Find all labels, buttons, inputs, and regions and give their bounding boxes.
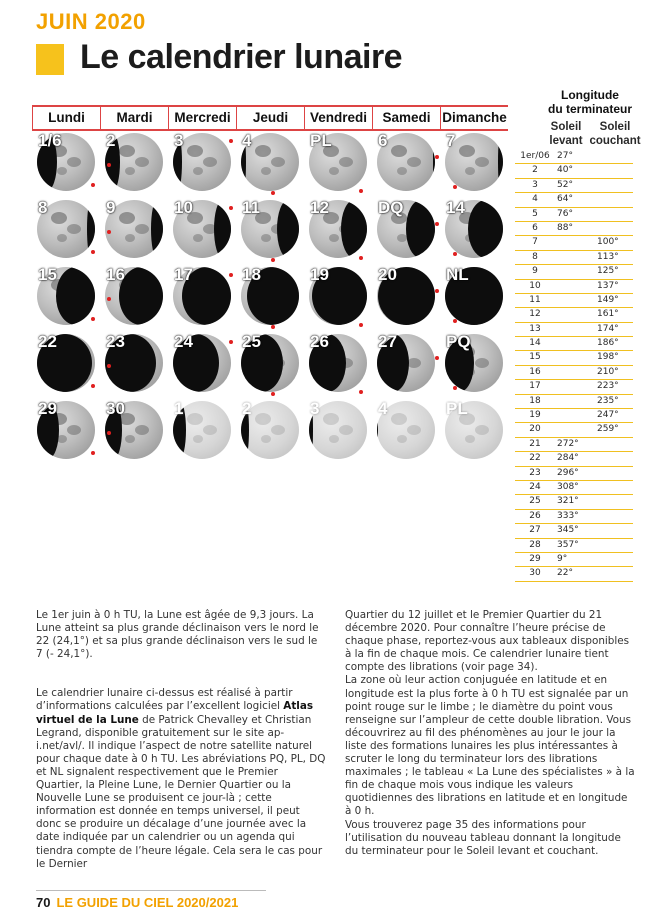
terminator-date: 9	[532, 266, 538, 277]
longitude-couchant: 174°	[597, 323, 619, 334]
longitude-levant: 284°	[557, 453, 579, 464]
weekday-label: Dimanche	[442, 110, 507, 125]
moon-day-cell	[440, 131, 508, 198]
longitude-couchant: 186°	[597, 338, 619, 349]
longitude-couchant: 149°	[597, 294, 619, 305]
moon-day-cell	[100, 198, 168, 265]
terminator-date: 1er/06	[520, 151, 550, 161]
moon-day-cell	[440, 265, 508, 332]
moon-day-label: PL	[446, 399, 468, 418]
weekday-header-row	[32, 107, 508, 129]
moon-day-cell	[100, 131, 168, 198]
libration-dot	[91, 317, 95, 321]
terminator-row	[515, 409, 633, 423]
paragraph-phase-times: Quartier du 12 juillet et le Premier Quartier du 21 décembre 2020. Pour connaître l’heure précise de chaque phase, reportez-vous aux tableaux disponibles à la fin de chaque mois. Ce calendrier lunaire tient compte des librations (voir page 34).	[345, 609, 630, 674]
libration-dot	[359, 189, 363, 193]
column-header-couchant: Soleil couchant	[589, 121, 641, 147]
terminator-row	[515, 323, 633, 337]
terminator-row	[515, 150, 633, 164]
moon-day-label: 27	[378, 332, 397, 351]
moon-day-label: 4	[242, 131, 252, 150]
terminator-row	[515, 366, 633, 380]
moon-day-label: 1	[174, 399, 184, 418]
moon-shadow	[406, 200, 435, 258]
moon-day-cell	[100, 265, 168, 332]
libration-dot	[453, 386, 457, 390]
terminator-row	[515, 567, 633, 581]
moon-day-label: DQ	[378, 198, 404, 217]
longitude-couchant: 125°	[597, 266, 619, 277]
terminator-date: 14	[529, 338, 541, 349]
longitude-couchant: 100°	[597, 237, 619, 248]
moon-day-label: 8	[38, 198, 48, 217]
libration-dot	[453, 252, 457, 256]
moon-day-label: 3	[174, 131, 184, 150]
terminator-date: 26	[529, 510, 541, 521]
moon-day-label: PL	[310, 131, 332, 150]
terminator-row	[515, 380, 633, 394]
terminator-row	[515, 423, 633, 437]
libration-dot	[453, 319, 457, 323]
longitude-couchant: 235°	[597, 395, 619, 406]
terminator-row	[515, 222, 633, 236]
moon-day-label: 2	[242, 399, 252, 418]
terminator-title-line1: Longitude	[561, 88, 619, 102]
terminator-row	[515, 553, 633, 567]
longitude-levant: 272°	[557, 438, 579, 449]
terminator-row	[515, 193, 633, 207]
moon-day-cell	[168, 399, 236, 466]
moon-day-label: 26	[310, 332, 329, 351]
moon-shadow	[341, 200, 367, 258]
moon-day-cell	[304, 332, 372, 399]
longitude-levant: 357°	[557, 539, 579, 550]
terminator-date: 8	[532, 251, 538, 262]
moon-shadow	[119, 267, 163, 325]
moon-day-cell	[32, 399, 100, 466]
terminator-date: 20	[529, 424, 541, 435]
moon-day-cell	[372, 399, 440, 466]
moon-day-cell	[304, 265, 372, 332]
terminator-title-line2: du terminateur	[547, 102, 632, 116]
longitude-levant: 40°	[557, 165, 573, 176]
page-footer	[36, 895, 238, 910]
software-name: Atlas virtuel de la Lune	[36, 700, 314, 726]
libration-dot	[435, 155, 439, 159]
terminator-row	[515, 251, 633, 265]
moon-day-cell	[32, 131, 100, 198]
moon-day-label: 14	[446, 198, 465, 217]
terminator-date: 18	[529, 395, 541, 406]
terminator-date: 11	[529, 294, 541, 305]
libration-dot	[359, 323, 363, 327]
moon-day-label: 18	[242, 265, 261, 284]
terminator-longitude-table	[515, 150, 633, 582]
libration-dot	[107, 230, 111, 234]
publication-name: LE GUIDE DU CIEL 2020/2021	[56, 895, 239, 910]
terminator-date: 10	[529, 280, 541, 291]
weekday-label: Jeudi	[237, 107, 305, 129]
moon-day-label: 16	[106, 265, 125, 284]
moon-day-label: 23	[106, 332, 125, 351]
moon-day-cell	[372, 265, 440, 332]
moon-shadow	[151, 200, 163, 258]
moon-day-label: 29	[38, 399, 57, 418]
terminator-row	[515, 164, 633, 178]
terminator-date: 4	[532, 194, 538, 205]
terminator-date: 7	[532, 237, 538, 248]
moon-day-cell	[304, 198, 372, 265]
moon-day-cell	[168, 265, 236, 332]
paragraph-calendar-source	[36, 687, 326, 870]
libration-dot	[107, 364, 111, 368]
longitude-levant: 76°	[557, 208, 573, 219]
libration-dot	[271, 258, 275, 262]
longitude-couchant: 198°	[597, 352, 619, 363]
page-number: 70	[36, 895, 51, 910]
moon-day-cell	[236, 399, 304, 466]
terminator-row	[515, 179, 633, 193]
moon-day-cell	[372, 131, 440, 198]
moon-day-cell	[372, 332, 440, 399]
libration-dot	[271, 325, 275, 329]
moon-day-cell	[168, 131, 236, 198]
libration-dot	[107, 163, 111, 167]
longitude-levant: 64°	[557, 194, 573, 205]
longitude-couchant: 210°	[597, 366, 619, 377]
moon-day-label: 2	[106, 131, 116, 150]
terminator-date: 6	[532, 222, 538, 233]
longitude-couchant: 161°	[597, 309, 619, 320]
libration-dot	[435, 356, 439, 360]
libration-dot	[271, 392, 275, 396]
libration-dot	[435, 289, 439, 293]
terminator-row	[515, 236, 633, 250]
longitude-levant: 345°	[557, 525, 579, 536]
libration-dot	[91, 384, 95, 388]
libration-dot	[91, 250, 95, 254]
moon-day-label: 15	[38, 265, 57, 284]
moon-shadow	[56, 267, 95, 325]
moon-day-cell	[304, 131, 372, 198]
moon-shadow	[277, 200, 299, 258]
terminator-table-title	[520, 88, 660, 116]
terminator-row	[515, 481, 633, 495]
moon-day-cell	[32, 265, 100, 332]
terminator-row	[515, 510, 633, 524]
moon-day-label: PQ	[446, 332, 471, 351]
moon-day-label: 9	[106, 198, 116, 217]
terminator-row	[515, 308, 633, 322]
month-heading: JUIN 2020	[36, 9, 146, 34]
libration-dot	[453, 185, 457, 189]
terminator-date: 21	[529, 438, 541, 449]
paragraph-text: de Patrick Chevalley et Christian Legrand, disponible gratuitement sur le site ap-i.net/avl/. Il indique l’aspect de notre satellite naturel pour chaque date à 0 h TU. Les abréviations PQ, PL, DQ et NL signalent respectivement que le Premier Quartier, la Pleine Lune, le Dernier Quartier ou la Nouvelle Lune se produisent ce jour-là ; cette information est donnée en temps universel, il peut donc se produire un décalage d’une journée avec la date indiquée par un calendrier ou un agenda qui tiendra compte de l’heure légale. Cela sera le cas pour le Dernier	[36, 713, 326, 870]
moon-day-cell	[304, 399, 372, 466]
terminator-date: 17	[529, 381, 541, 392]
terminator-date: 13	[529, 323, 541, 334]
libration-dot	[359, 256, 363, 260]
moon-day-cell	[168, 332, 236, 399]
terminator-date: 27	[529, 525, 541, 536]
terminator-row	[515, 539, 633, 553]
moon-day-cell	[236, 131, 304, 198]
libration-dot	[229, 206, 233, 210]
terminator-date: 24	[529, 481, 541, 492]
moon-shadow	[433, 133, 435, 191]
libration-dot	[91, 183, 95, 187]
libration-dot	[435, 222, 439, 226]
moon-day-cell	[440, 332, 508, 399]
weekday-label: Mercredi	[169, 107, 237, 129]
moon-day-cell	[372, 198, 440, 265]
terminator-row	[515, 452, 633, 466]
terminator-date: 15	[529, 352, 541, 363]
moon-day-label: 24	[174, 332, 193, 351]
moon-day-label: 7	[446, 131, 456, 150]
longitude-levant: 296°	[557, 467, 579, 478]
paragraph-libration: La zone où leur action conjuguée en latitude et en longitude est la plus forte à 0 h TU est signalée par un point rouge sur le limbe ; le diamètre du point vous renseigne sur l’ampleur de cette double libration. Vous découvrirez au fil des phénomènes au jour le jour la liste des formations lunaires les plus intéressantes à scruter le long du terminateur lors des librations maximales ; le tableau « La Lune des spécialistes » à la fin de chaque mois vous indique les valeurs quotidiennes des librations en latitude et en longitude à 0 h.	[345, 674, 635, 818]
longitude-couchant: 113°	[597, 251, 619, 262]
longitude-levant: 27°	[557, 151, 573, 161]
longitude-couchant: 223°	[597, 381, 619, 392]
moon-day-label: 4	[378, 399, 388, 418]
longitude-levant: 9°	[557, 553, 568, 564]
longitude-couchant: 137°	[597, 280, 619, 291]
longitude-levant: 308°	[557, 481, 579, 492]
weekday-label: Lundi	[32, 107, 101, 129]
moon-day-label: 10	[174, 198, 193, 217]
moon-day-label: 6	[378, 131, 388, 150]
moon-day-cell	[100, 332, 168, 399]
terminator-date: 23	[529, 467, 541, 478]
moon-day-label: 11	[242, 198, 260, 217]
terminator-date: 5	[532, 208, 538, 219]
terminator-date: 29	[529, 553, 541, 564]
terminator-row	[515, 438, 633, 452]
weekday-label: Samedi	[373, 107, 441, 129]
text-column-right	[345, 609, 635, 858]
longitude-couchant: 259°	[597, 424, 619, 435]
moon-day-cell	[100, 399, 168, 466]
terminator-row	[515, 495, 633, 509]
terminator-row	[515, 467, 633, 481]
moon-day-label: 19	[310, 265, 329, 284]
terminator-date: 3	[532, 179, 538, 190]
moon-day-cell	[440, 198, 508, 265]
terminator-row	[515, 524, 633, 538]
moon-day-cell	[236, 198, 304, 265]
longitude-couchant: 247°	[597, 410, 619, 421]
moon-day-label: 30	[106, 399, 125, 418]
libration-dot	[107, 297, 111, 301]
terminator-date: 16	[529, 366, 541, 377]
moon-day-cell	[236, 265, 304, 332]
libration-dot	[229, 340, 233, 344]
terminator-row	[515, 208, 633, 222]
moon-day-cell	[440, 399, 508, 466]
terminator-row	[515, 395, 633, 409]
terminator-row	[515, 351, 633, 365]
moon-day-label: 25	[242, 332, 261, 351]
terminator-date: 25	[529, 496, 541, 507]
column-header-levant: Soleil levant	[549, 121, 583, 147]
libration-dot	[359, 390, 363, 394]
page-title: Le calendrier lunaire	[80, 38, 403, 76]
footer-rule	[36, 890, 266, 891]
libration-dot	[271, 191, 275, 195]
moon-day-label: 20	[378, 265, 397, 284]
paragraph-moon-age: Le 1er juin à 0 h TU, la Lune est âgée de 9,3 jours. La Lune atteint sa plus grande déclinaison vers le nord le 22 (24,1°) et sa plus grande déclinaison vers le sud le 7 (- 24,1°).	[36, 609, 319, 661]
longitude-levant: 22°	[557, 568, 573, 579]
terminator-row	[515, 280, 633, 294]
text-column-left	[36, 609, 326, 871]
terminator-date: 30	[529, 568, 541, 579]
moon-day-cell	[32, 332, 100, 399]
moon-day-label: 22	[38, 332, 57, 351]
moon-shadow	[498, 133, 503, 191]
moon-day-cell	[236, 332, 304, 399]
terminator-date: 19	[529, 410, 541, 421]
terminator-date: 28	[529, 539, 541, 550]
weekday-label: Mardi	[101, 107, 169, 129]
longitude-levant: 333°	[557, 510, 579, 521]
weekday-label: Vendredi	[305, 107, 373, 129]
libration-dot	[229, 273, 233, 277]
moon-calendar-grid	[32, 131, 508, 467]
moon-day-cell	[32, 198, 100, 265]
libration-dot	[107, 431, 111, 435]
longitude-levant: 321°	[557, 496, 579, 507]
moon-day-label: 3	[310, 399, 320, 418]
terminator-row	[515, 265, 633, 279]
paragraph-terminator-info: Vous trouverez page 35 des informations pour l’utilisation du nouveau tableau donnant la longitude du terminateur pour le Soleil levant et couchant.	[345, 818, 621, 857]
longitude-levant: 88°	[557, 222, 573, 233]
libration-dot	[229, 139, 233, 143]
terminator-date: 2	[532, 165, 538, 176]
libration-dot	[91, 451, 95, 455]
terminator-row	[515, 294, 633, 308]
terminator-date: 22	[529, 453, 541, 464]
moon-day-label: 12	[310, 198, 329, 217]
terminator-row	[515, 337, 633, 351]
moon-day-label: 17	[174, 265, 193, 284]
terminator-date: 12	[529, 309, 541, 320]
moon-day-label: 1/6	[38, 131, 62, 150]
title-square-decoration	[36, 44, 64, 75]
moon-day-cell	[168, 198, 236, 265]
moon-day-label: NL	[446, 265, 469, 284]
moon-shadow	[468, 200, 503, 258]
longitude-levant: 52°	[557, 179, 573, 190]
paragraph-text: Le calendrier lunaire ci-dessus est réalisé à partir d’informations calculées par l’excellent logiciel	[36, 687, 293, 713]
